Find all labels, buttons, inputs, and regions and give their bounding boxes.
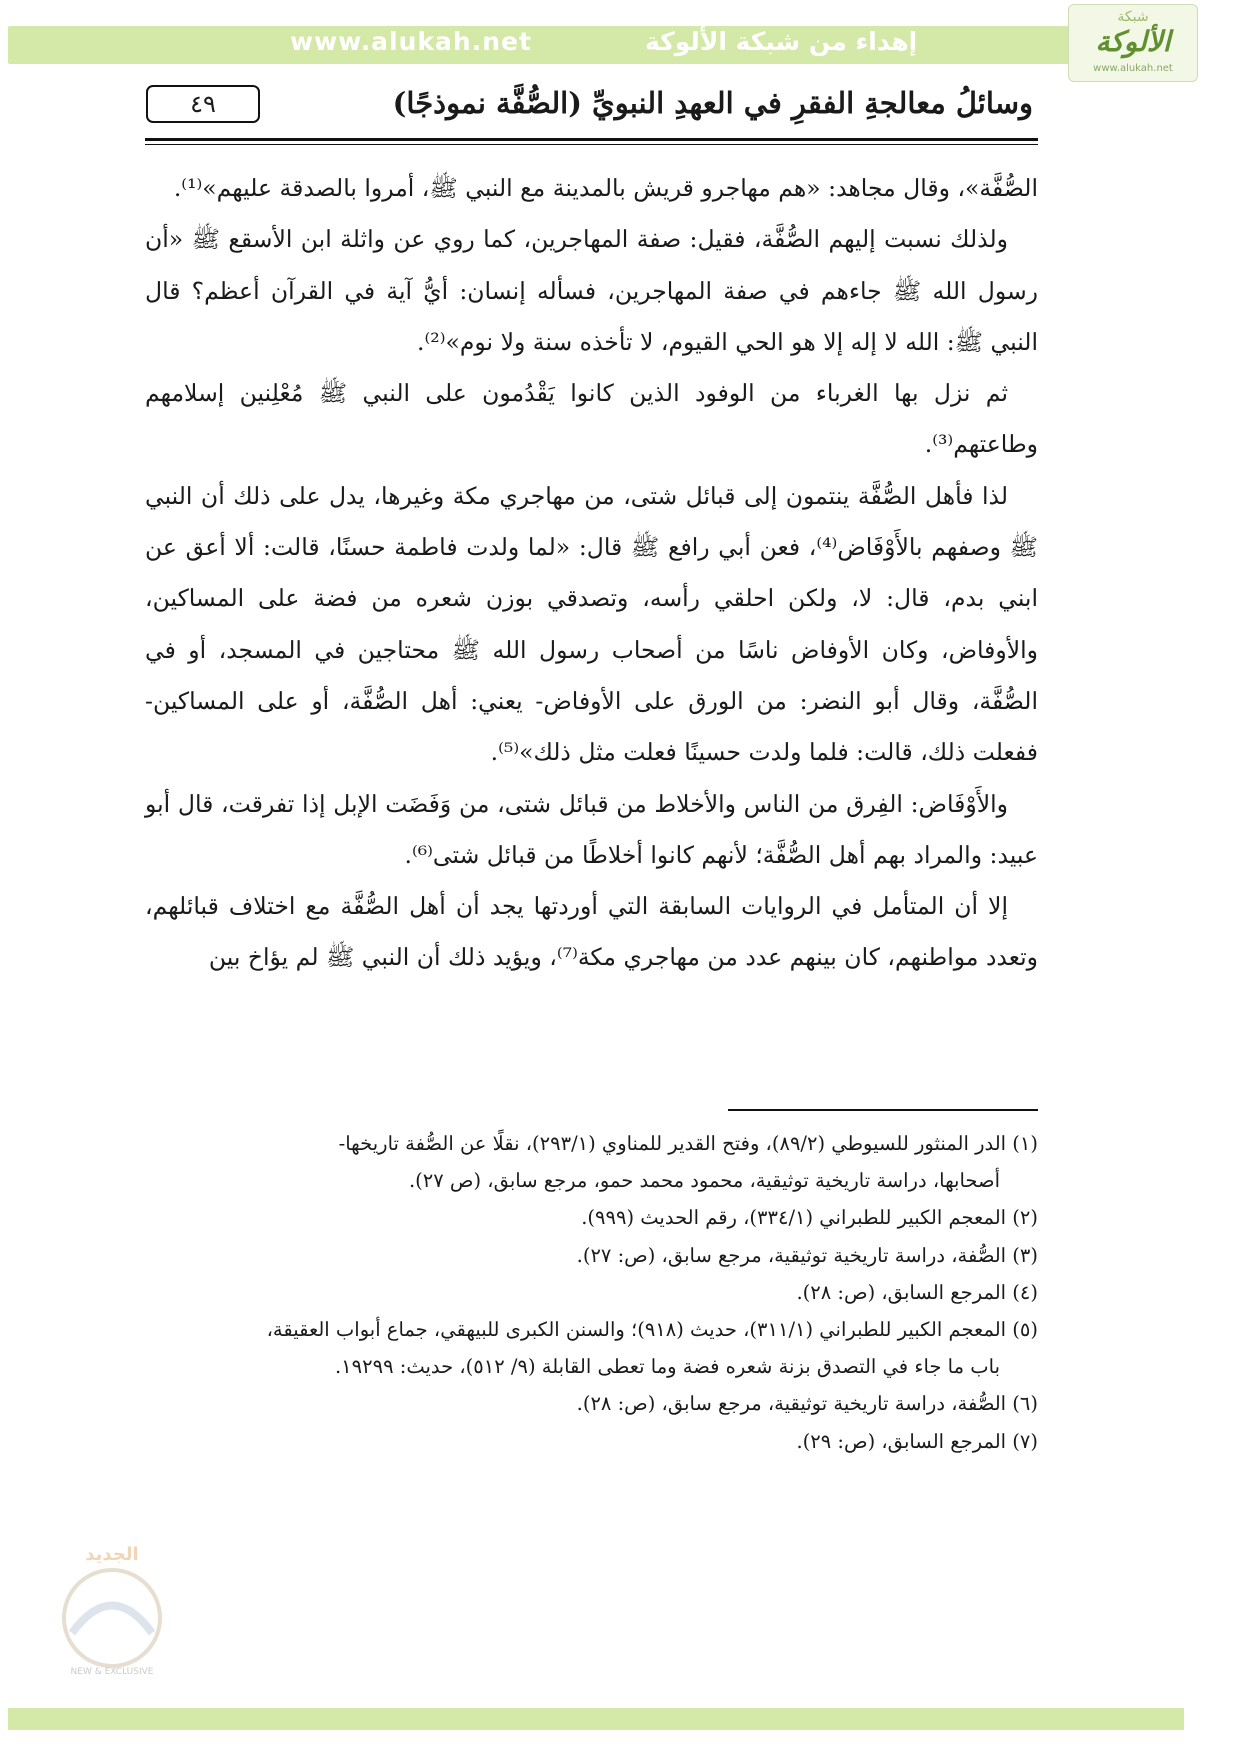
stamp-bottom-text: NEW & EXCLUSIVE [70,1667,154,1677]
page-number: ٤٩ [146,85,260,123]
footnote: (٢) المعجم الكبير للطبراني (٣٣٤/١)، رقم الحديث (٩٩٩). [581,1206,1038,1230]
paragraph: والأَوْفَاض: الفِرق من الناس والأخلاط من قبائل شتى، من وَفَضَت الإبل إذا تفرقت، قال أبو عبيد: والمراد بهم أهل الصُّفَّة؛ لأنهم كانوا أخلاطًا من قبائل شتى⁽⁶⁾. [145,789,1038,869]
banner-slogan: إهداء من شبكة الألوكة [645,27,918,56]
paragraph: لذا فأهل الصُّفَّة ينتمون إلى قبائل شتى، من مهاجري مكة وغيرها، يدل على ذلك أن النبي ﷺ وصفهم بالأَوْفَاض⁽⁴⁾، فعن أبي رافع ﷺ قال: «لما ولدت فاطمة حسنًا، قالت: ألا أعق عن ابني بدم، قال: لا، ولكن احلقي رأسه، وتصدقي بوزن شعره من فضة على المساكين، والأوفاض، وكان الأوفاض ناسًا من أصحاب رسول الله ﷺ محتاجين في المسجد، أو في الصُّفَّة، وقال أبو النضر: من الورق على الأوفاض- يعني: أهل الصُّفَّة، أو على المساكين- ففعلت ذلك، قالت: فلما ولدت حسينًا فعلت مثل ذلك»⁽⁵⁾. [145,481,1038,767]
logo-url-text: www.alukah.net [1093,63,1173,74]
logo-main-text: الألوكة [1095,25,1171,58]
footnote: (٤) المرجع السابق، (ص: ٢٨). [796,1280,1038,1304]
bottom-banner [8,1708,1184,1730]
running-title: وسائلُ معالجةِ الفقرِ في العهدِ النبويِّ (الصُّفَّة نموذجًا) [392,86,1033,120]
footnote-continuation: أصحابها، دراسة تاريخية توثيقية، محمود محمد حمو، مرجع سابق، (ص ٢٧). [408,1169,1000,1193]
footnote: (٣) الصُّفة، دراسة تاريخية توثيقية، مرجع سابق، (ص: ٢٧). [576,1243,1038,1267]
paragraph: ثم نزل بها الغرباء من الوفود الذين كانوا يَقْدُمون على النبي ﷺ مُعْلِنين إسلامهم وطاعتهم⁽³⁾. [145,379,1038,459]
main-text [145,163,1038,984]
paragraph: ولذلك نسبت إليهم الصُّفَّة، فقيل: صفة المهاجرين، كما روي عن واثلة ابن الأسقع ﷺ «أن رسول الله ﷺ جاءهم في صفة المهاجرين، فسأله إنسان: أيُّ آية في القرآن أعظم؟ قال النبي ﷺ: الله لا إله إلا هو الحي القيوم، لا تأخذه سنة ولا نوم»⁽²⁾. [145,225,1038,356]
stamp-top-text: الجديد [85,1544,139,1565]
footnote-continuation: باب ما جاء في التصدق بزنة شعره فضة وما تعطى القابلة (٩/ ٥١٢)، حديث: ١٩٢٩٩. [334,1355,1000,1379]
footnote-separator [728,1109,1038,1111]
top-banner [8,26,1184,64]
logo-small-text: شبكة [1117,9,1149,25]
new-exclusive-stamp-icon [42,1538,182,1678]
footnote: (٦) الصُّفة، دراسة تاريخية توثيقية، مرجع سابق، (ص: ٢٨). [576,1392,1038,1416]
alukah-logo[interactable] [1068,4,1198,82]
footnote: (٧) المرجع السابق، (ص: ٢٩). [796,1429,1038,1453]
banner-site-url[interactable]: www.alukah.net [290,27,532,56]
footnotes [145,1125,1038,1460]
footnote: (٥) المعجم الكبير للطبراني (٣١١/١)، حديث (٩١٨)؛ والسنن الكبرى للبيهقي، جماع أبواب العقيقة، [266,1318,1038,1342]
paragraph: الصُّفَّة»، وقال مجاهد: «هم مهاجرو قريش بالمدينة مع النبي ﷺ، أمروا بالصدقة عليهم»⁽¹⁾. [173,174,1038,202]
paragraph: إلا أن المتأمل في الروايات السابقة التي أوردتها يجد أن أهل الصُّفَّة مع اختلاف قبائلهم، وتعدد مواطنهم، كان بينهم عدد من مهاجري مكة⁽⁷⁾، ويؤيد ذلك أن النبي ﷺ لم يؤاخ بين [145,892,1038,972]
header-rule [145,138,1038,141]
footnote: (١) الدر المنثور للسيوطي (٨٩/٢)، وفتح القدير للمناوي (٢٩٣/١)، نقلًا عن الصُّفة تاريخها- [338,1132,1038,1155]
header-rule-thin [145,144,1038,145]
